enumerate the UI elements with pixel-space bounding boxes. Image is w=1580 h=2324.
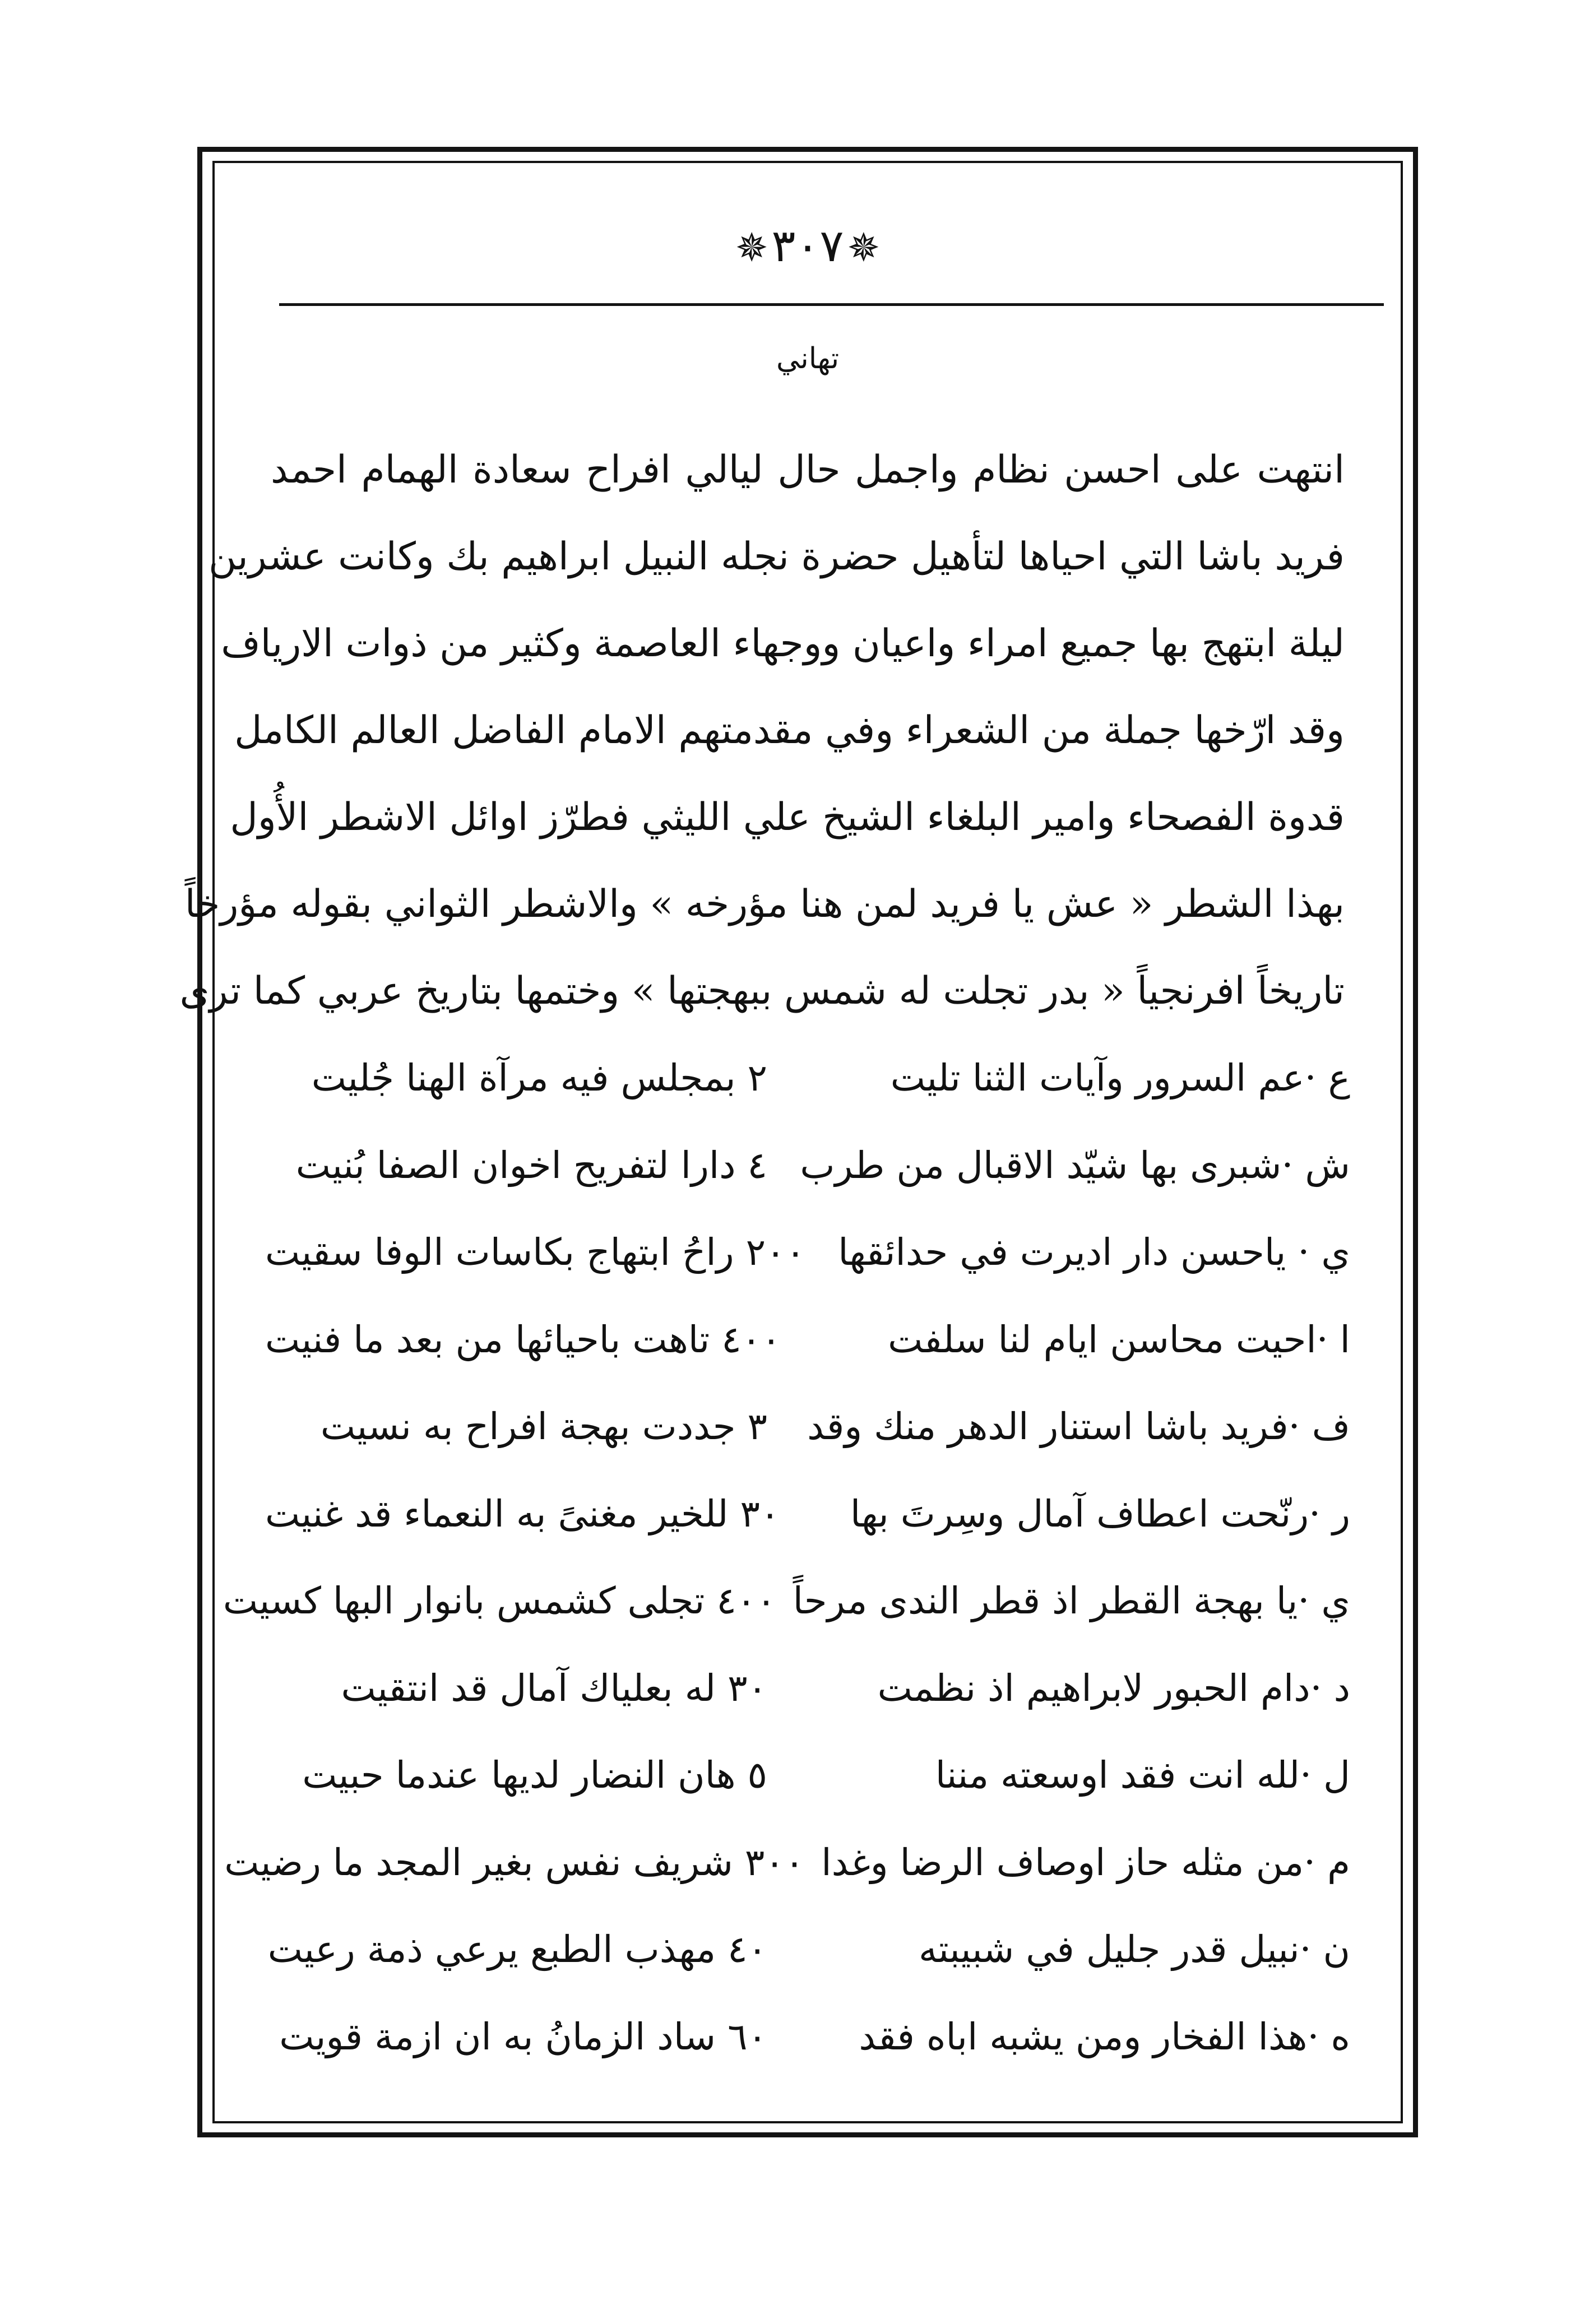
verse-first-hemistich: ه ·هذا الفخار ومن يشبه اباه فقد [859, 2015, 1350, 2058]
verse-first-hemistich: ف ·فريد باشا استنار الدهر منك وقد [807, 1405, 1350, 1449]
verse-first-hemistich: ي ·يا بهجة القطر اذ قطر الندى مرحاً [793, 1579, 1350, 1623]
prose-line: انتهت على احسن نظام واجمل حال ليالي افراح سعادة الهمام احمد [271, 448, 1345, 492]
verse-second-hemistich: ٣٠ له بعلياك آمال قد انتقيت [341, 1666, 767, 1710]
verse-first-hemistich: ل ·لله انت فقد اوسعته مننا [935, 1754, 1350, 1797]
verse-row [265, 1732, 1350, 1819]
prose-line: فريد باشا التي احياها لتأهيل حضرة نجله النبيل ابراهيم بك وكانت عشرين [208, 535, 1345, 579]
verse-row [223, 1557, 1350, 1645]
prose-line: بهذا الشطر « عش يا فريد لمن هنا مؤرخه » والاشطر الثواني بقوله مؤرخاً [184, 882, 1345, 926]
verse-second-hemistich: ٣٠ للخير مغنىً به النعماء قد غنيت [265, 1492, 780, 1536]
verse-row [265, 1906, 1350, 1993]
header-rule [279, 303, 1384, 306]
verse-second-hemistich: ٦٠ ساد الزمانُ به ان ازمة قويت [279, 2015, 767, 2058]
verse-row [265, 1645, 1350, 1732]
star-ornament-icon: ✵ [847, 225, 881, 271]
page-frame-inner [179, 161, 1403, 2123]
verse-first-hemistich: ي · ياحسن دار اديرت في حدائقها [838, 1231, 1350, 1274]
verse-row [265, 1035, 1350, 1122]
prose-line: ليلة ابتهج بها جميع امراء واعيان ووجهاء العاصمة وكثير من ذوات الارياف [221, 621, 1345, 666]
verse-row [224, 1819, 1350, 1906]
page-frame-outer [179, 147, 1418, 2137]
verse-second-hemistich: ٢ بمجلس فيه مرآة الهنا جُليت [311, 1056, 767, 1100]
verse-second-hemistich: ٤٠٠ تجلى كشمس بانوار البها كسيت [223, 1579, 776, 1623]
verse-row [265, 1209, 1350, 1296]
page-number: ٣٠٧ [771, 220, 844, 272]
verse-first-hemistich: د ·دام الحبور لابراهيم اذ نظمت [877, 1666, 1350, 1710]
verse-row [265, 1296, 1350, 1384]
page-number-header [215, 220, 1401, 272]
verse-first-hemistich: م ·من مثله حاز اوصاف الرضا وغدا [821, 1840, 1350, 1884]
verse-second-hemistich: ٣٠٠ شريف نفس بغير المجد ما رضيت [224, 1840, 805, 1884]
section-title: تهاني [776, 342, 840, 375]
verse-row [265, 1383, 1350, 1471]
verse-first-hemistich: ر ·رنّحت اعطاف آمال وسِرتَ بها [850, 1492, 1350, 1536]
verse-second-hemistich: ٤٠ مهذب الطبع يرعي ذمة رعيت [267, 1928, 767, 1972]
verse-second-hemistich: ٢٠٠ راحُ ابتهاج بكاسات الوفا سقيت [265, 1231, 805, 1274]
verse-first-hemistich: ا ·احيت محاسن ايام لنا سلفت [888, 1318, 1350, 1361]
verse-second-hemistich: ٥ هان النضار لديها عندما حبيت [302, 1754, 767, 1797]
verse-first-hemistich: ع ·عم السرور وآيات الثنا تليت [890, 1056, 1350, 1100]
verse-second-hemistich: ٣ جددت بهجة افراح به نسيت [320, 1405, 767, 1449]
prose-line: قدوة الفصحاء وامير البلغاء الشيخ علي الليثي فطرّز اوائل الاشطر الأُول [230, 795, 1345, 839]
verse-row [265, 1122, 1350, 1209]
verse-second-hemistich: ٤٠٠ تاهت باحيائها من بعد ما فنيت [265, 1318, 781, 1361]
prose-line: وقد ارّخها جملة من الشعراء وفي مقدمتهم الامام الفاضل العالم الكامل [234, 708, 1345, 753]
star-ornament-icon: ✵ [735, 225, 768, 271]
verse-first-hemistich: ش ·شبرى بها شيّد الاقبال من طرب [800, 1143, 1350, 1187]
verse-first-hemistich: ن ·نبيل قدر جليل في شبيبته [918, 1928, 1350, 1972]
prose-line: تاريخاً افرنجياً « بدر تجلت له شمس ببهجتها » وختمها بتاريخ عربي كما ترى [179, 969, 1345, 1013]
poem-verses [223, 1035, 1350, 2080]
prose-paragraph [179, 426, 1345, 1035]
verse-row [265, 1993, 1350, 2081]
verse-row [265, 1471, 1350, 1558]
verse-second-hemistich: ٤ دارا لتفريح اخوان الصفا بُنيت [295, 1143, 767, 1187]
